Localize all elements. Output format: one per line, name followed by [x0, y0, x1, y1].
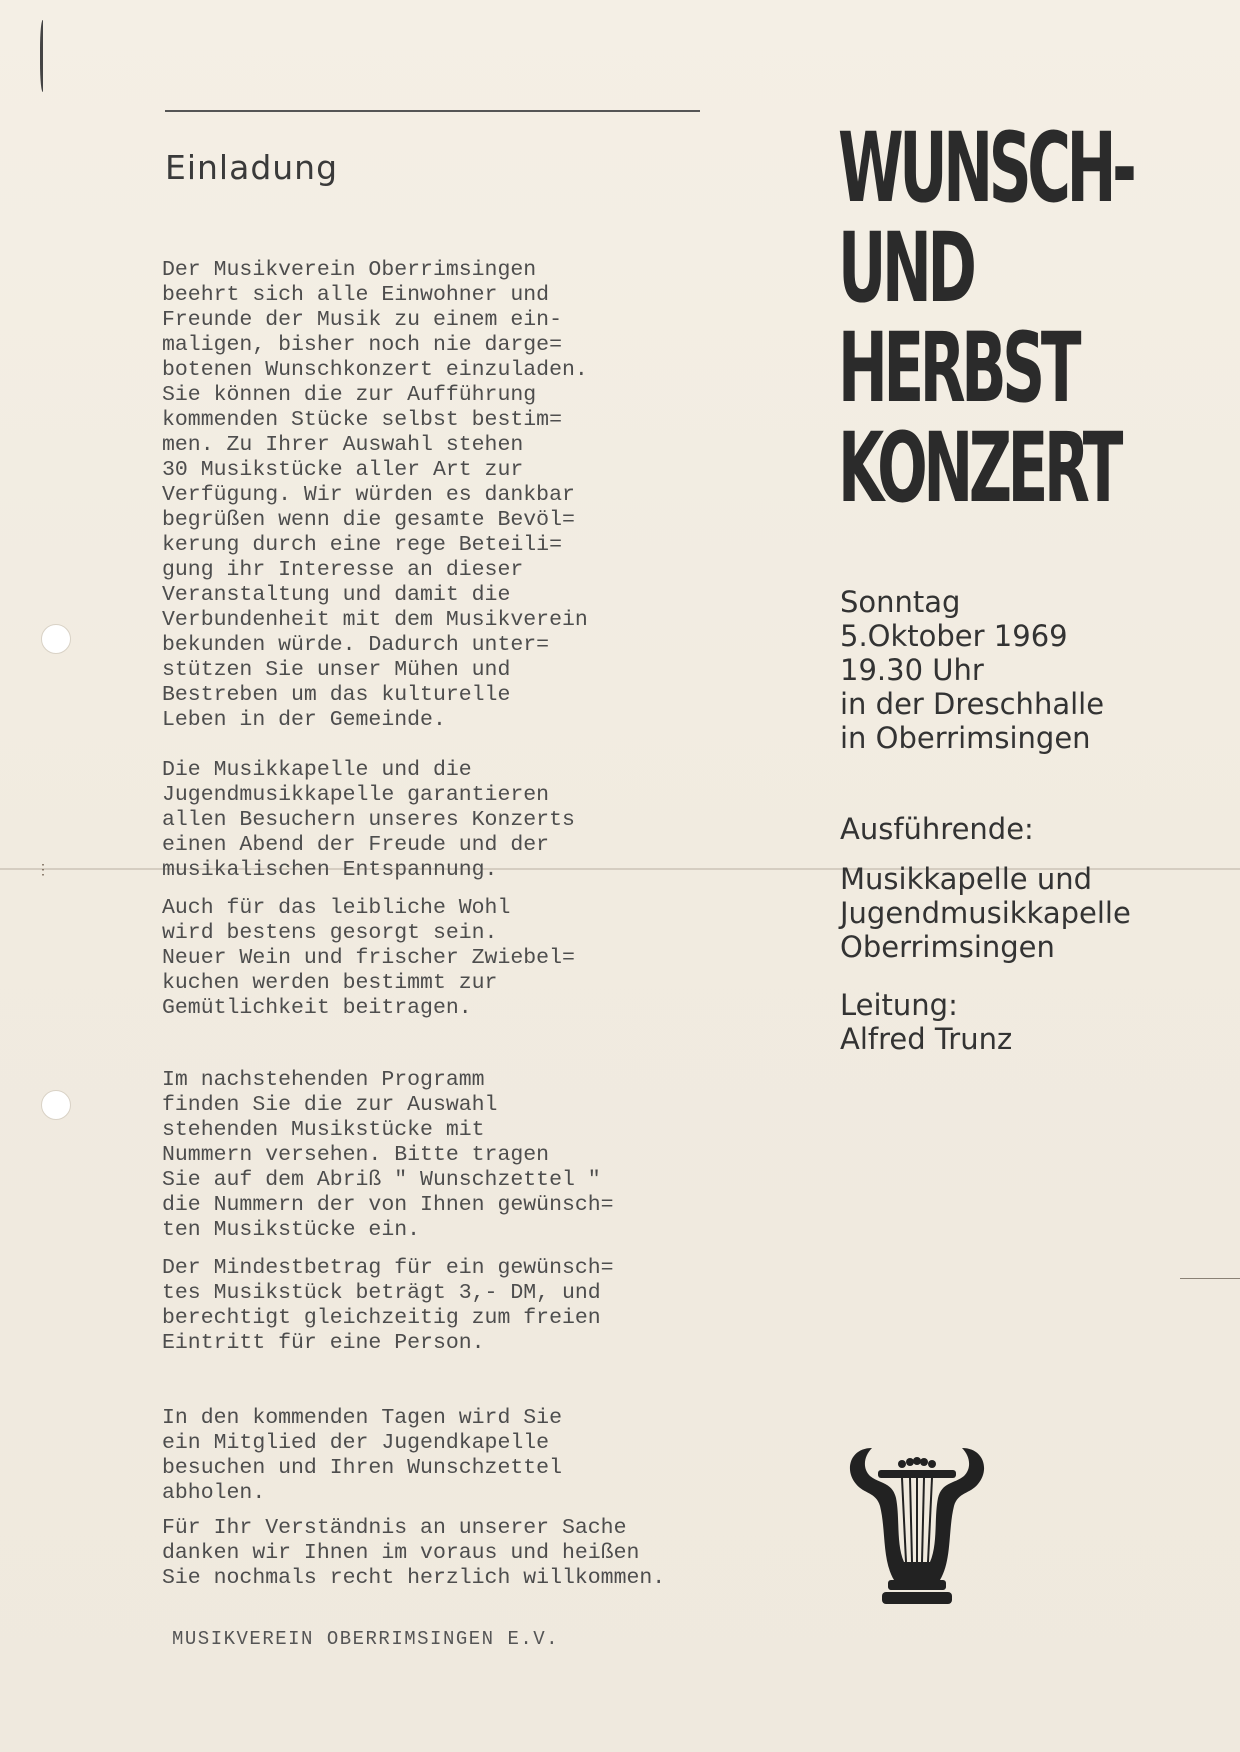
title-line: WUNSCH- [838, 112, 1133, 224]
leader-block [840, 988, 1012, 1056]
title-line: UND [838, 212, 973, 324]
performer-line: Musikkapelle und [840, 862, 1093, 896]
lyre-icon [842, 1440, 992, 1610]
punch-hole [41, 624, 71, 654]
performers-label-text: Ausführende: [840, 812, 1034, 846]
event-place: in Oberrimsingen [840, 721, 1091, 755]
invitation-heading: Einladung [165, 148, 339, 187]
performers-label [840, 812, 1034, 846]
fold-tick-mark: ⋮ [36, 863, 50, 879]
leader-name: Alfred Trunz [840, 1022, 1013, 1056]
performers-list [840, 862, 1131, 964]
paragraph-refreshments: Auch für das leibliche Wohl wird bestens gesorgt sein. Neuer Wein und frischer Zwiebel= kuchen werden bestimmt zur Gemütlichkeit beitragen. [162, 896, 575, 1020]
event-day: Sonntag [840, 585, 961, 619]
concert-title [838, 112, 1178, 524]
punch-hole [41, 1090, 71, 1120]
paragraph-price: Der Mindestbetrag für ein gewünsch= tes Musikstück beträgt 3,- DM, und berechtigt gleichzeitig zum freien Eintritt für eine Person. [162, 1256, 614, 1355]
edge-rule [1180, 1278, 1240, 1279]
edge-mark [40, 20, 47, 92]
event-details [840, 585, 1104, 755]
paragraph-invitation: Der Musikverein Oberrimsingen beehrt sich alle Einwohner und Freunde der Musik zu einem ein- maligen, bisher noch nie darge= botenen Wunschkonzert einzuladen. Sie können die zur Aufführung kommenden Stücke selbst bestim= men. Zu Ihrer Auswahl stehen 30 Musikstücke aller Art zur Verfügung. Wir würden es dankbar begrüßen wenn die gesamte Bevöl= kerung durch eine rege Beteili= gung ihr Interesse an dieser Veranstaltung und damit die Verbundenheit mit dem Musikverein bekunden würde. Dadurch unter= stützen Sie unser Mühen und Bestreben um das kulturelle Leben in der Gemeinde. [162, 258, 588, 732]
title-line: HERBST [838, 312, 1078, 424]
paragraph-bands: Die Musikkapelle und die Jugendmusikkapelle garantieren allen Besuchern unseres Konzerts einen Abend der Freude und der musikalischen Entspannung. [162, 758, 575, 882]
title-line: KONZERT [838, 412, 1120, 524]
event-date: 5.Oktober 1969 [840, 619, 1068, 653]
paragraph-collection: In den kommenden Tagen wird Sie ein Mitglied der Jugendkapelle besuchen und Ihren Wunschzettel abholen. [162, 1406, 562, 1505]
event-place: in der Dreschhalle [840, 687, 1105, 721]
top-rule [165, 110, 700, 112]
performer-line: Oberrimsingen [840, 930, 1055, 964]
event-time: 19.30 Uhr [840, 653, 984, 687]
leader-label: Leitung: [840, 988, 958, 1022]
signature: MUSIKVEREIN OBERRIMSINGEN E.V. [172, 1628, 560, 1650]
performer-line: Jugendmusikkapelle [840, 896, 1131, 930]
paragraph-program: Im nachstehenden Programm finden Sie die zur Auswahl stehenden Musikstücke mit Nummern versehen. Bitte tragen Sie auf dem Abriß " Wunschzettel " die Nummern der von Ihnen gewünsch= ten Musikstücke ein. [162, 1068, 614, 1242]
paragraph-thanks: Für Ihr Verständnis an unserer Sache danken wir Ihnen im voraus und heißen Sie nochmals recht herzlich willkommen. [162, 1516, 666, 1590]
